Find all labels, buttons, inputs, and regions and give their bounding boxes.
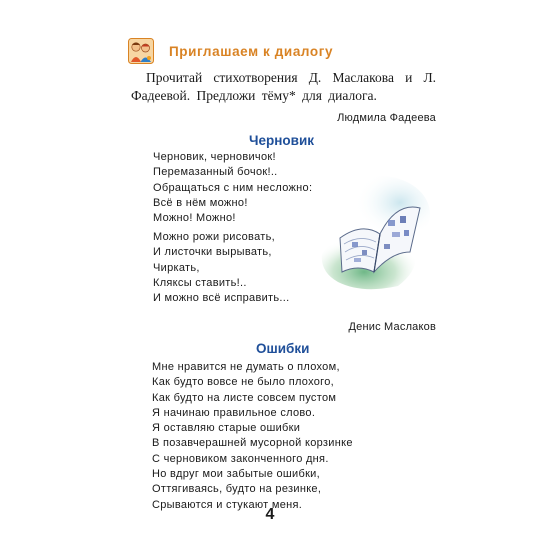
poem-line: Срываются и стукают меня.: [152, 498, 303, 511]
poem-line: Черновик, черновичок!: [153, 151, 276, 163]
poem-line: Мне нравится не думать о плохом,: [152, 361, 340, 373]
poem-author: Людмила Фадеева: [337, 112, 436, 124]
poem-author: Денис Маслаков: [348, 321, 436, 333]
poem-title: Черновик: [249, 133, 314, 148]
poem-line: Перемазанный бочок!..: [153, 166, 278, 179]
page-number: 4: [265, 506, 275, 523]
poem-stanza: [153, 230, 289, 306]
poem-line: И листочки вырывать,: [153, 246, 272, 259]
poem-stanza: [153, 150, 312, 226]
poem-line: Как будто вовсе не было плохого,: [152, 376, 335, 389]
poem-line: Я начинаю правильное слово.: [152, 406, 316, 419]
poem-line: С черновиком законченного дня.: [152, 452, 329, 465]
poem-line: Я оставляю старые ошибки: [152, 422, 301, 435]
poem-line: Обращаться с ним несложно:: [153, 181, 313, 194]
intro-text: Прочитай стихотворения Д. Маслакова и Л. Фадеевой. Предложи тёму* для диалога.: [131, 70, 436, 103]
poem-title: Ошибки: [256, 341, 310, 356]
section-header: [128, 38, 333, 64]
poem-line: Оттягиваясь, будто на резинке,: [152, 483, 322, 496]
poem-line: Как будто на листе совсем пустом: [152, 391, 337, 404]
poem-stanza: [152, 360, 353, 513]
section-title: Приглашаем к диалогу: [169, 43, 334, 59]
poem-line: Кляксы ставить!..: [153, 276, 247, 289]
poem-line: Всё в нём можно!: [153, 196, 248, 209]
poem-line: Можно! Можно!: [153, 212, 236, 225]
intro-paragraph: [131, 69, 436, 105]
poem-line: Чиркать,: [153, 261, 200, 274]
dialogue-children-icon: [128, 38, 154, 64]
open-book-illustration: [318, 172, 440, 294]
poem-line: В позавчерашней мусорной корзинке: [152, 437, 353, 450]
poem-line: Можно рожи рисовать,: [153, 231, 275, 243]
poem-line: И можно всё исправить...: [153, 292, 290, 305]
poem-line: Но вдруг мои забытые ошибки,: [152, 468, 320, 481]
